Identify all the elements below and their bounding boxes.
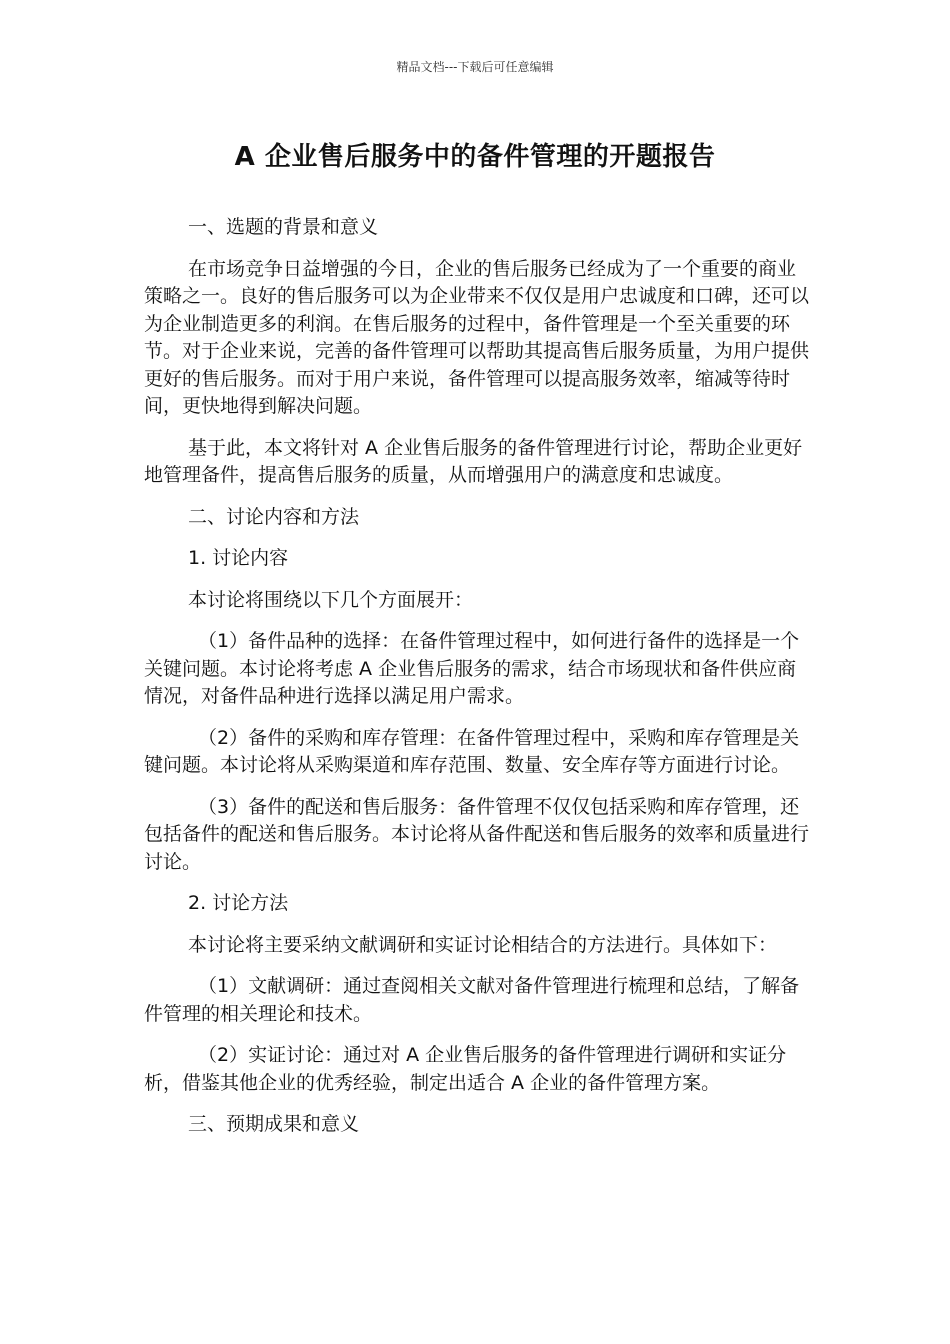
paragraph-background: 在市场竞争日益增强的今日，企业的售后服务已经成为了一个重要的商业策略之一。良好的售后服务可以为企业带来不仅仅是用户忠诚度和口碑，还可以为企业制造更多的利润。在售后服务的过程中，备件管理是一个至关重要的环节。对于企业来说，完善的备件管理可以帮助其提高售后服务质量，为用户提供更好的售后服务。而对于用户来说，备件管理可以提高服务效率，缩减等待时间，更快地得到解决问题。	[144, 257, 810, 417]
paragraph-method-intro: 本讨论将主要采纳文献调研和实证讨论相结合的方法进行。具体如下：	[188, 933, 778, 956]
section-heading-outcomes: 三、预期成果和意义	[188, 1113, 360, 1135]
list-item-procurement: （2）备件的采购和库存管理：在备件管理过程中，采购和库存管理是关键问题。本讨论将从采购渠道和库存范围、数量、安全库存等方面进行讨论。	[144, 726, 800, 776]
subheading-content: 1. 讨论内容	[188, 547, 289, 569]
paragraph-intro: 本讨论将围绕以下几个方面展开：	[188, 588, 474, 611]
section-heading-background: 一、选题的背景和意义	[188, 216, 379, 238]
page-header-note: 精品文档---下载后可任意编辑	[396, 60, 554, 74]
subheading-method: 2. 讨论方法	[188, 892, 289, 914]
list-item-delivery: （3）备件的配送和售后服务：备件管理不仅仅包括采购和库存管理，还包括备件的配送和售后服务。本讨论将从备件配送和售后服务的效率和质量进行讨论。	[144, 795, 810, 873]
section-heading-content-method: 二、讨论内容和方法	[188, 505, 360, 528]
list-item-literature: （1）文献调研：通过查阅相关文献对备件管理进行梳理和总结，了解备件管理的相关理论和技术。	[144, 975, 800, 1025]
document-body	[144, 214, 810, 1153]
document-title: A 企业售后服务中的备件管理的开题报告	[234, 142, 716, 172]
paragraph-purpose: 基于此，本文将针对 A 企业售后服务的备件管理进行讨论，帮助企业更好地管理备件，提高售后服务的质量，从而增强用户的满意度和忠诚度。	[144, 436, 803, 486]
list-item-variety: （1）备件品种的选择：在备件管理过程中，如何进行备件的选择是一个关键问题。本讨论将考虑 A 企业售后服务的需求，结合市场现状和备件供应商情况，对备件品种进行选择以满足用户需求。	[144, 630, 800, 707]
list-item-empirical: （2）实证讨论：通过对 A 企业售后服务的备件管理进行调研和实证分析，借鉴其他企业的优秀经验，制定出适合 A 企业的备件管理方案。	[144, 1044, 787, 1094]
